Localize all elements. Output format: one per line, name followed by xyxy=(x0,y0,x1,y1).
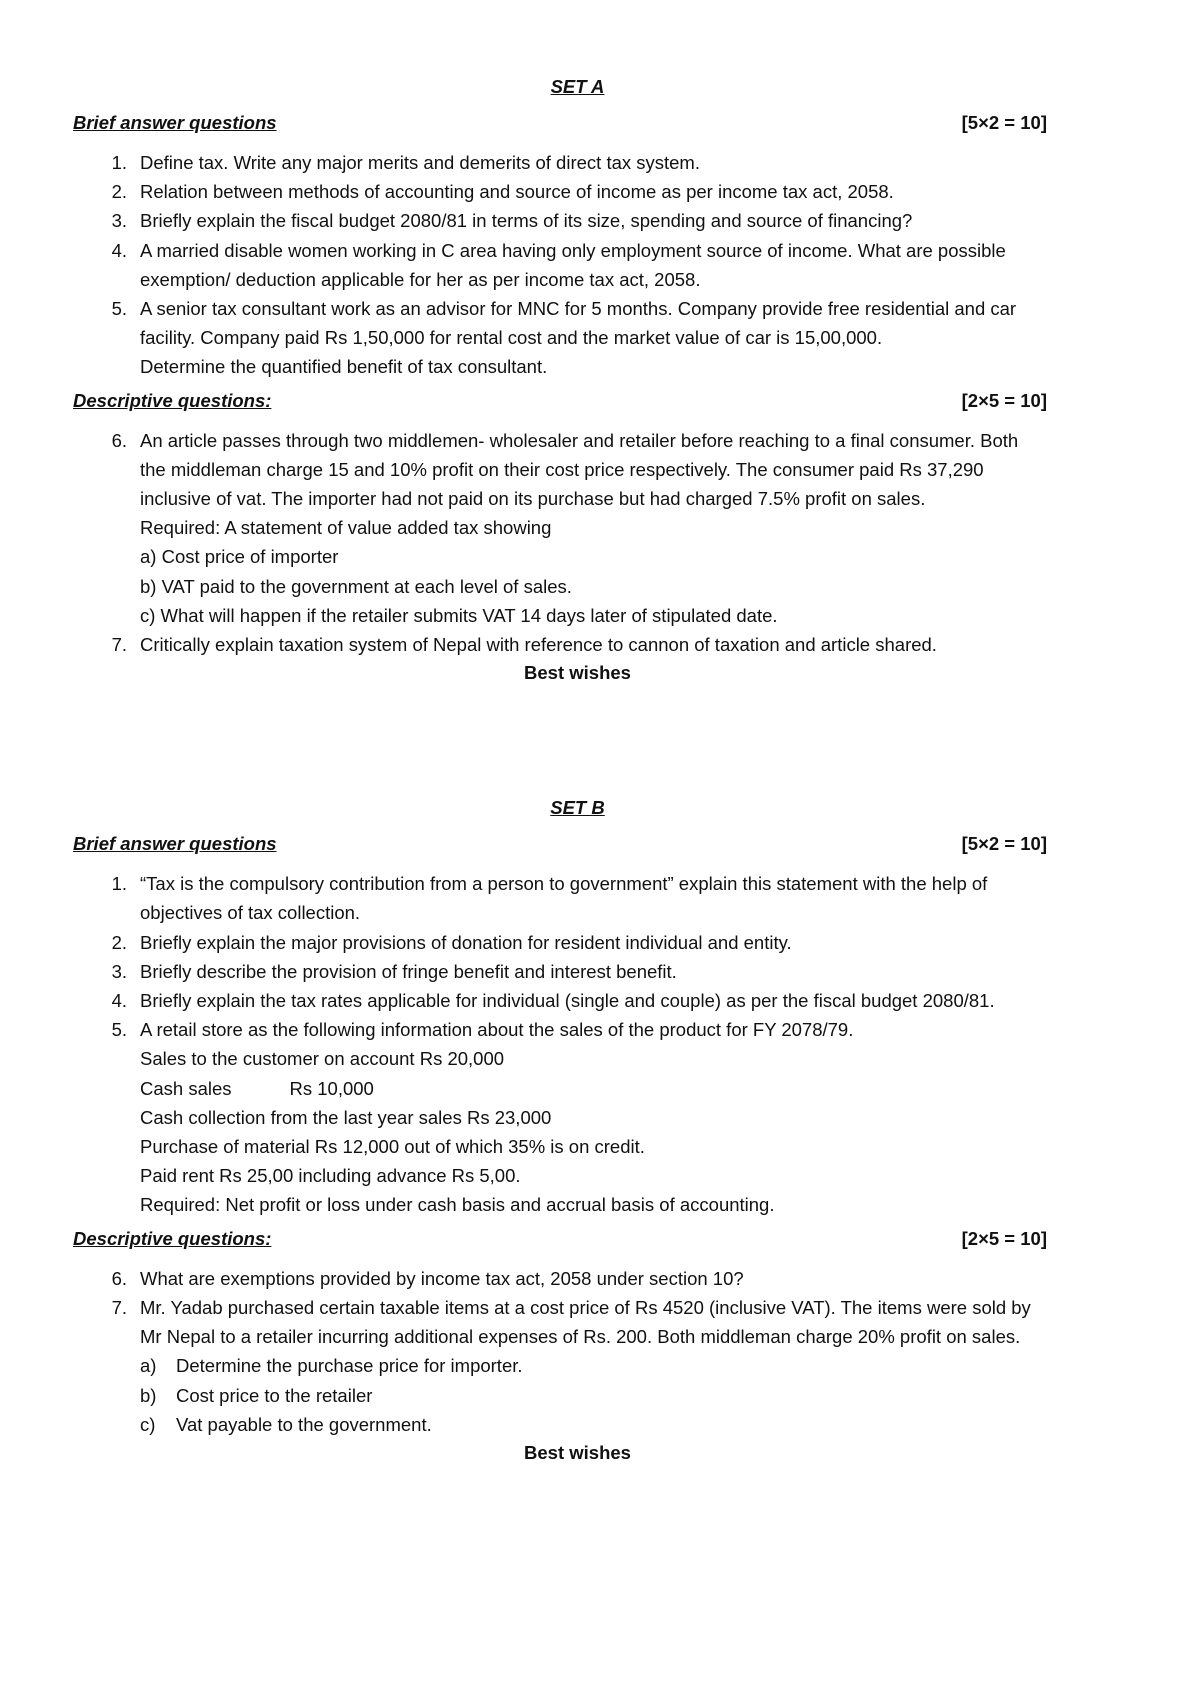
question-text: facility. Company paid Rs 1,50,000 for rental cost and the market value of car is 15,00,000. xyxy=(140,327,883,349)
set-a-descriptive-title: Descriptive questions: xyxy=(73,389,272,411)
sub-question-text: Cost price to the retailer xyxy=(176,1384,373,1406)
sub-question-text: Determine the purchase price for importer. xyxy=(176,1355,523,1377)
set-b-title: SET B xyxy=(550,797,605,819)
question-number: 4. xyxy=(111,990,127,1012)
question-text: A senior tax consultant work as an advisor for MNC for 5 months. Company provide free residential and car xyxy=(140,298,1017,320)
question-number: 7. xyxy=(111,634,127,656)
question-item xyxy=(73,294,1052,382)
cash-sales-label: Cash sales xyxy=(140,1077,232,1099)
question-number: 6. xyxy=(111,429,127,451)
question-number: 7. xyxy=(111,1296,127,1318)
sub-question-text: Vat payable to the government. xyxy=(176,1413,432,1435)
sub-question xyxy=(140,1410,1052,1439)
sub-question-label: b) xyxy=(140,1384,157,1406)
question-text: Define tax. Write any major merits and demerits of direct tax system. xyxy=(140,152,700,173)
set-b-section xyxy=(73,795,1052,1467)
question-text: b) VAT paid to the government at each level of sales. xyxy=(140,575,572,597)
question-text: Mr. Yadab purchased certain taxable items at a cost price of Rs 4520 (inclusive VAT). The items were sold by xyxy=(140,1296,1031,1318)
question-item xyxy=(73,630,1052,659)
set-a-brief-list xyxy=(73,148,1052,382)
question-item xyxy=(73,177,1052,206)
question-text: Required: Net profit or loss under cash basis and accrual basis of accounting. xyxy=(140,1194,775,1216)
question-number: 3. xyxy=(111,960,127,982)
cash-sales-value: Rs 10,000 xyxy=(289,1077,374,1099)
question-text: Paid rent Rs 25,00 including advance Rs 5,00. xyxy=(140,1165,521,1187)
question-item xyxy=(73,1015,1052,1219)
set-b-closing: Best wishes xyxy=(524,1441,631,1463)
set-b-brief-marks: [5×2 = 10] xyxy=(961,833,1047,855)
set-b-descriptive-list xyxy=(73,1264,1052,1439)
question-text: Required: A statement of value added tax showing xyxy=(140,517,552,539)
question-item xyxy=(73,426,1052,630)
question-item xyxy=(73,928,1052,957)
set-b-brief-list xyxy=(73,869,1052,1219)
set-b-brief-header xyxy=(73,831,1052,857)
question-text: An article passes through two middlemen- wholesaler and retailer before reaching to a final consumer. Both xyxy=(140,429,1019,451)
question-item xyxy=(73,1264,1052,1293)
set-b-descriptive-title: Descriptive questions: xyxy=(73,1227,272,1249)
sub-question xyxy=(140,1381,1052,1410)
question-text: c) What will happen if the retailer submits VAT 14 days later of stipulated date. xyxy=(140,604,778,626)
question-number: 2. xyxy=(111,931,127,953)
question-item xyxy=(73,206,1052,235)
set-a-title: SET A xyxy=(550,76,605,97)
cash-sales-line xyxy=(140,1074,1052,1103)
question-text: Relation between methods of accounting and source of income as per income tax act, 2058. xyxy=(140,181,894,203)
question-text: Cash collection from the last year sales Rs 23,000 xyxy=(140,1106,552,1128)
question-text: Mr Nepal to a retailer incurring additional expenses of Rs. 200. Both middleman charge 20% profit on sales. xyxy=(140,1326,1021,1348)
question-text: “Tax is the compulsory contribution from a person to government” explain this statement with the help of xyxy=(140,873,988,895)
set-a-brief-marks: [5×2 = 10] xyxy=(961,112,1047,133)
question-item xyxy=(73,236,1052,294)
question-text: A retail store as the following information about the sales of the product for FY 2078/79. xyxy=(140,1019,854,1041)
question-text: exemption/ deduction applicable for her as per income tax act, 2058. xyxy=(140,268,701,290)
sub-question xyxy=(140,1351,1052,1380)
question-item xyxy=(73,148,1052,177)
question-number: 2. xyxy=(111,181,127,203)
set-a-descriptive-marks: [2×5 = 10] xyxy=(961,389,1047,411)
question-text: Sales to the customer on account Rs 20,000 xyxy=(140,1048,505,1070)
question-number: 1. xyxy=(111,152,127,173)
question-text: Determine the quantified benefit of tax consultant. xyxy=(140,356,548,378)
set-a-brief-header xyxy=(73,110,1052,136)
question-number: 1. xyxy=(111,873,127,895)
question-text: objectives of tax collection. xyxy=(140,902,361,924)
question-number: 5. xyxy=(111,298,127,320)
question-number: 3. xyxy=(111,210,127,232)
question-text: Critically explain taxation system of Nepal with reference to cannon of taxation and article shared. xyxy=(140,634,937,656)
question-item xyxy=(73,957,1052,986)
question-text: the middleman charge 15 and 10% profit on their cost price respectively. The consumer paid Rs 37,290 xyxy=(140,458,984,480)
question-item xyxy=(73,1293,1052,1439)
question-text: Briefly explain the major provisions of donation for resident individual and entity. xyxy=(140,931,792,953)
set-a-brief-title: Brief answer questions xyxy=(73,112,277,133)
question-item xyxy=(73,869,1052,927)
sub-question-label: c) xyxy=(140,1413,156,1435)
set-b-descriptive-header xyxy=(73,1226,1052,1252)
set-a-descriptive-list xyxy=(73,426,1052,660)
question-text: A married disable women working in C area having only employment source of income. What are possible xyxy=(140,239,1006,261)
question-text: Purchase of material Rs 12,000 out of which 35% is on credit. xyxy=(140,1136,645,1158)
question-text: a) Cost price of importer xyxy=(140,546,339,568)
question-number: 6. xyxy=(111,1267,127,1289)
question-number: 4. xyxy=(111,239,127,261)
question-text: Briefly explain the fiscal budget 2080/81 in terms of its size, spending and source of financing? xyxy=(140,210,913,232)
question-text: Briefly describe the provision of fringe benefit and interest benefit. xyxy=(140,960,677,982)
question-text: What are exemptions provided by income tax act, 2058 under section 10? xyxy=(140,1267,744,1289)
question-text: Briefly explain the tax rates applicable for individual (single and couple) as per the fiscal budget 2080/81. xyxy=(140,990,995,1012)
question-number: 5. xyxy=(111,1019,127,1041)
set-b-descriptive-marks: [2×5 = 10] xyxy=(961,1227,1047,1249)
set-a-section xyxy=(73,0,1052,687)
question-item xyxy=(73,986,1052,1015)
set-b-brief-title: Brief answer questions xyxy=(73,833,277,855)
sub-question-label: a) xyxy=(140,1355,157,1377)
set-a-closing: Best wishes xyxy=(524,662,631,684)
set-a-descriptive-header xyxy=(73,388,1052,414)
question-text: inclusive of vat. The importer had not paid on its purchase but had charged 7.5% profit on sales. xyxy=(140,488,926,510)
